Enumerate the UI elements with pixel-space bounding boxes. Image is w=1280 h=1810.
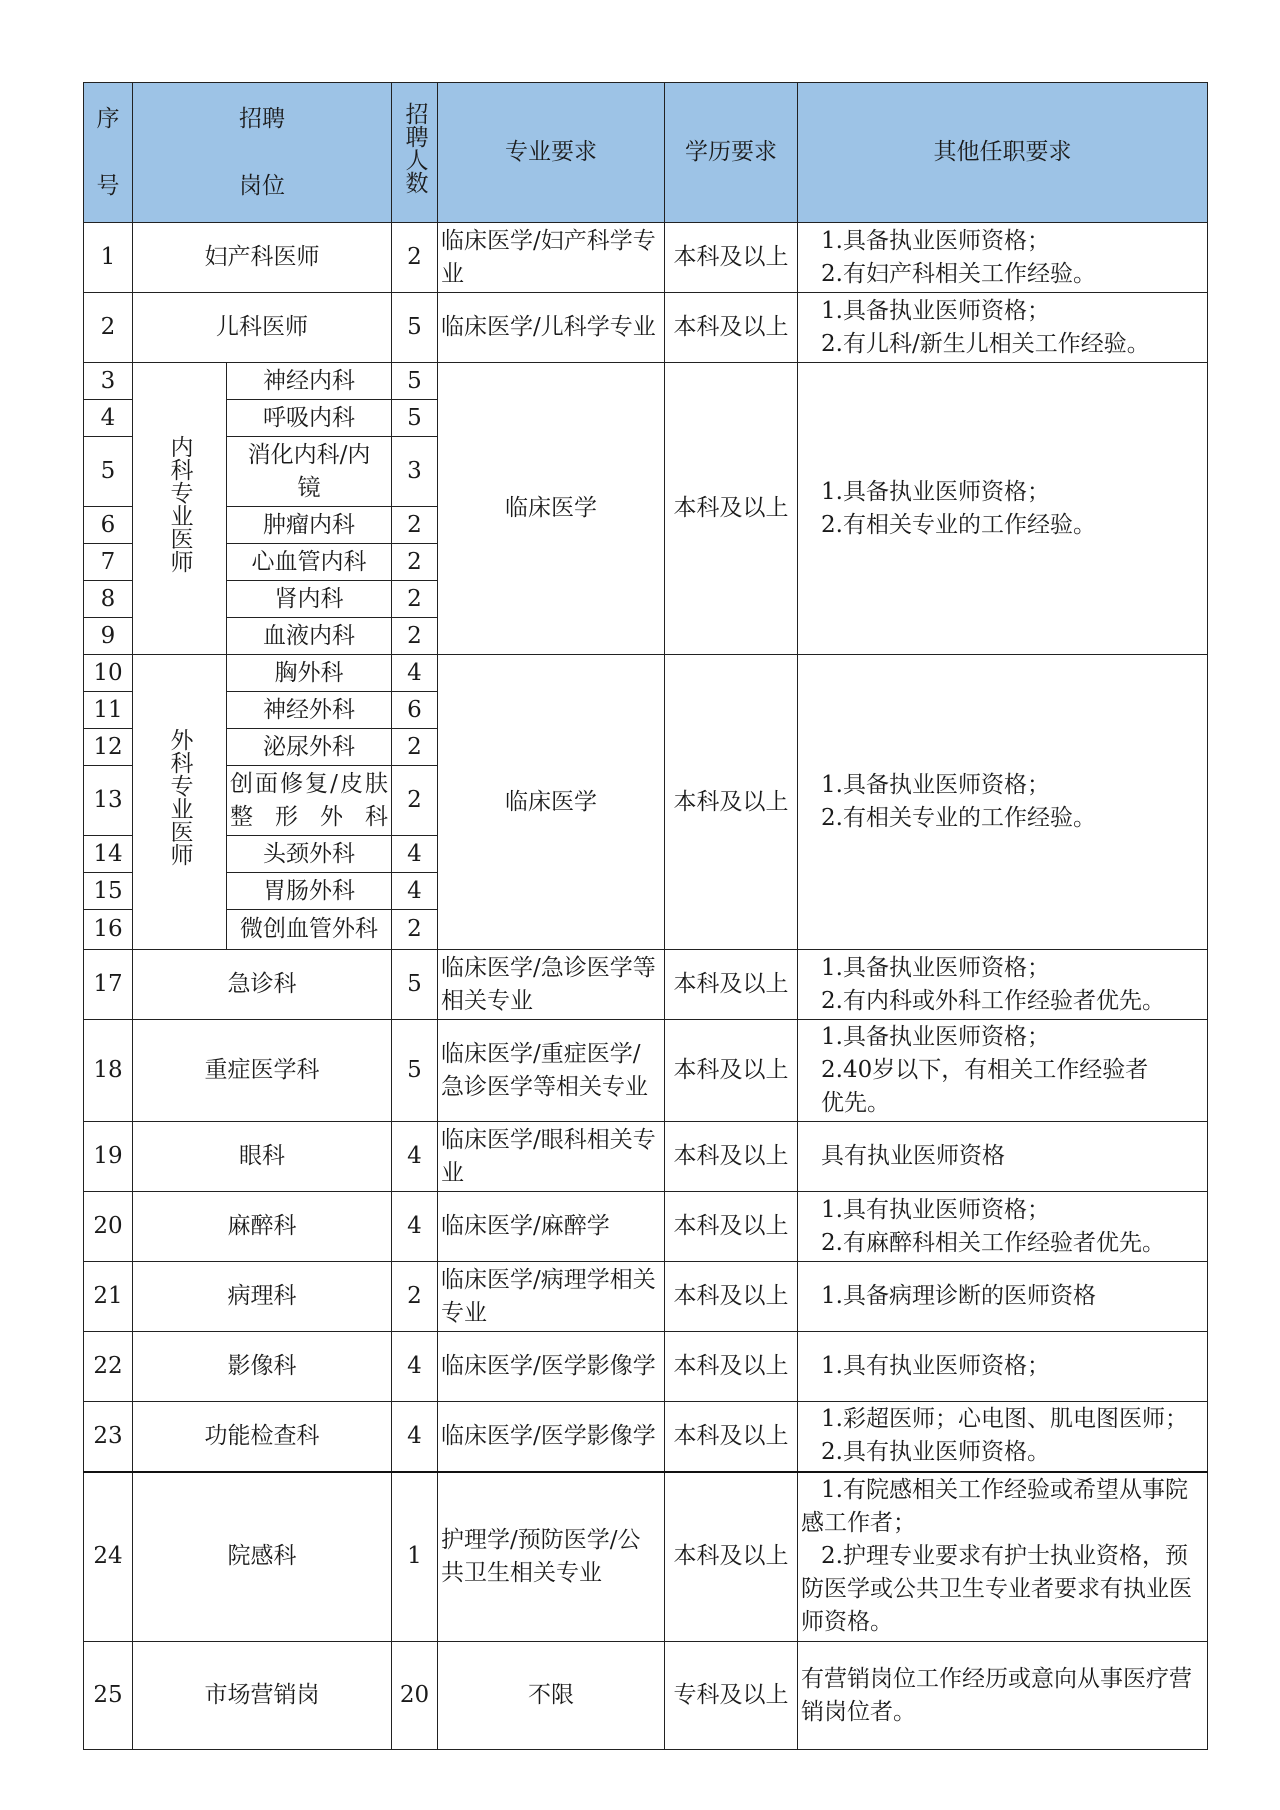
table-row: [84, 1122, 1208, 1192]
cell-seq: 16: [84, 910, 133, 950]
req-line: 2.有内科或外科工作经验者优先。: [821, 987, 1165, 1014]
req-line: 1.具有执业医师资格；: [821, 1196, 1050, 1223]
table-row: [84, 1642, 1208, 1750]
header-seq: [84, 83, 133, 223]
cell-position: 院感科: [133, 1472, 392, 1642]
cell-major: 临床医学/妇产科学专业: [438, 223, 665, 293]
group-internal: [133, 363, 227, 655]
cell-count: 1: [392, 1472, 438, 1642]
cell-major: 临床医学/儿科学专业: [438, 293, 665, 363]
cell-count: 4: [392, 1192, 438, 1262]
table-row: [84, 1402, 1208, 1472]
req-line: 2.有相关专业的工作经验。: [821, 511, 1096, 538]
header-position-top: 招聘: [239, 105, 285, 132]
recruitment-table: [83, 82, 1208, 1750]
cell-major: 临床医学/麻醉学: [438, 1192, 665, 1262]
cell-position: 神经内科: [227, 363, 392, 400]
cell-seq: 20: [84, 1192, 133, 1262]
cell-requirements: [798, 1472, 1208, 1642]
table-row: [84, 1332, 1208, 1402]
cell-major: 不限: [438, 1642, 665, 1750]
cell-seq: 7: [84, 544, 133, 581]
cell-position: 泌尿外科: [227, 729, 392, 766]
header-count-text: 招聘人数: [401, 101, 428, 194]
header-position-bottom: 岗位: [239, 172, 285, 199]
header-position: [133, 83, 392, 223]
cell-position: 急诊科: [133, 950, 392, 1020]
header-edu: 学历要求: [665, 83, 798, 223]
cell-count: 2: [392, 223, 438, 293]
req-line: 2.有妇产科相关工作经验。: [821, 260, 1096, 287]
cell-count: 4: [392, 1402, 438, 1472]
req-line: 1.彩超医师；心电图、肌电图医师；: [821, 1406, 1188, 1433]
cell-count: 5: [392, 1020, 438, 1122]
req-line: 1.具备执业医师资格；: [821, 297, 1050, 324]
cell-seq: 25: [84, 1642, 133, 1750]
cell-count: 6: [392, 692, 438, 729]
cell-major: 临床医学/医学影像学: [438, 1332, 665, 1402]
cell-major: 临床医学/医学影像学: [438, 1402, 665, 1472]
cell-position: 影像科: [133, 1332, 392, 1402]
cell-major: 临床医学: [438, 655, 665, 950]
cell-requirements: [798, 1262, 1208, 1332]
table-row: [84, 1192, 1208, 1262]
cell-major: 护理学/预防医学/公共卫生相关专业: [438, 1472, 665, 1642]
req-line: 具有执业医师资格: [821, 1143, 1005, 1169]
cell-requirements: [798, 363, 1208, 655]
cell-seq: 12: [84, 729, 133, 766]
req-line: 2.有儿科/新生儿相关工作经验。: [821, 330, 1150, 357]
cell-edu: 本科及以上: [665, 950, 798, 1020]
cell-major: 临床医学: [438, 363, 665, 655]
cell-requirements: [798, 1332, 1208, 1402]
cell-requirements: [798, 1402, 1208, 1472]
cell-position: 功能检查科: [133, 1402, 392, 1472]
cell-edu: 本科及以上: [665, 1332, 798, 1402]
req-line: 1.有院感相关工作经验或希望从事院感工作者；: [801, 1477, 1188, 1537]
cell-requirements: [798, 950, 1208, 1020]
cell-position: 市场营销岗: [133, 1642, 392, 1750]
req-line: 2.有相关专业的工作经验。: [821, 805, 1096, 831]
cell-requirements: [798, 293, 1208, 363]
cell-seq: 2: [84, 293, 133, 363]
cell-position: 儿科医师: [133, 293, 392, 363]
group-surgery: [133, 655, 227, 950]
cell-seq: 10: [84, 655, 133, 692]
cell-seq: 5: [84, 437, 133, 507]
cell-count: 2: [392, 618, 438, 655]
req-line: 优先。: [821, 1090, 890, 1116]
cell-count: 4: [392, 655, 438, 692]
group-surgery-label: 外科专业医师: [166, 728, 193, 866]
req-line: 有营销岗位工作经历或意向从事医疗营销岗位者。: [801, 1665, 1192, 1725]
cell-position: 妇产科医师: [133, 223, 392, 293]
cell-seq: 21: [84, 1262, 133, 1332]
cell-position: 微创血管外科: [227, 910, 392, 950]
req-line: 1.具备病理诊断的医师资格: [821, 1283, 1096, 1309]
cell-edu: 本科及以上: [665, 363, 798, 655]
cell-position: 胃肠外科: [227, 873, 392, 910]
cell-major: 临床医学/急诊医学等相关专业: [438, 950, 665, 1020]
cell-count: 20: [392, 1642, 438, 1750]
cell-count: 2: [392, 507, 438, 544]
cell-position: 重症医学科: [133, 1020, 392, 1122]
cell-position: 眼科: [133, 1122, 392, 1192]
cell-seq: 15: [84, 873, 133, 910]
header-row: [84, 83, 1208, 223]
cell-seq: 23: [84, 1402, 133, 1472]
cell-count: 3: [392, 437, 438, 507]
cell-seq: 1: [84, 223, 133, 293]
cell-requirements: [798, 655, 1208, 950]
cell-requirements: [798, 1192, 1208, 1262]
cell-edu: 本科及以上: [665, 1192, 798, 1262]
req-line: 1.具备执业医师资格；: [821, 772, 1050, 798]
cell-edu: 专科及以上: [665, 1642, 798, 1750]
cell-position: 胸外科: [227, 655, 392, 692]
cell-edu: 本科及以上: [665, 655, 798, 950]
header-seq-bottom: 号: [96, 172, 120, 199]
cell-edu: 本科及以上: [665, 1402, 798, 1472]
req-line: 1.具备执业医师资格；: [821, 478, 1050, 505]
cell-seq: 13: [84, 766, 133, 836]
cell-count: 4: [392, 1332, 438, 1402]
cell-count: 5: [392, 363, 438, 400]
cell-count: 5: [392, 293, 438, 363]
cell-count: 2: [392, 1262, 438, 1332]
table-row: [84, 363, 1208, 400]
cell-seq: 19: [84, 1122, 133, 1192]
group-internal-label: 内科专业医师: [166, 434, 193, 573]
table-row: [84, 950, 1208, 1020]
cell-major: 临床医学/重症医学/急诊医学等相关专业: [438, 1020, 665, 1122]
req-line: 1.具备执业医师资格；: [821, 227, 1050, 254]
cell-edu: 本科及以上: [665, 1122, 798, 1192]
cell-edu: 本科及以上: [665, 1472, 798, 1642]
cell-major: 临床医学/病理学相关专业: [438, 1262, 665, 1332]
cell-position: 血液内科: [227, 618, 392, 655]
cell-seq: 4: [84, 400, 133, 437]
cell-seq: 11: [84, 692, 133, 729]
cell-position: 麻醉科: [133, 1192, 392, 1262]
header-other: 其他任职要求: [798, 83, 1208, 223]
cell-count: 2: [392, 544, 438, 581]
cell-seq: 6: [84, 507, 133, 544]
cell-position: 肾内科: [227, 581, 392, 618]
header-seq-top: 序: [96, 105, 120, 132]
req-line: 2.具有执业医师资格。: [821, 1439, 1050, 1466]
cell-position: 创面修复/皮肤整形外科: [227, 766, 392, 836]
cell-seq: 8: [84, 581, 133, 618]
cell-requirements: [798, 223, 1208, 293]
cell-count: 5: [392, 400, 438, 437]
table-row: [84, 1472, 1208, 1642]
req-line: 1.具备执业医师资格；: [821, 954, 1050, 981]
table-row: [84, 223, 1208, 293]
cell-requirements: [798, 1122, 1208, 1192]
req-line: 2.护理专业要求有护士执业资格，预防医学或公共卫生专业者要求有执业医师资格。: [801, 1543, 1192, 1636]
cell-edu: 本科及以上: [665, 223, 798, 293]
cell-seq: 22: [84, 1332, 133, 1402]
cell-seq: 9: [84, 618, 133, 655]
cell-seq: 3: [84, 363, 133, 400]
cell-position: 肿瘤内科: [227, 507, 392, 544]
table-row: [84, 655, 1208, 692]
cell-count: 4: [392, 836, 438, 873]
cell-major: 临床医学/眼科相关专业: [438, 1122, 665, 1192]
cell-seq: 17: [84, 950, 133, 1020]
cell-position: 神经外科: [227, 692, 392, 729]
cell-requirements: [798, 1642, 1208, 1750]
table-row: [84, 293, 1208, 363]
cell-position: 头颈外科: [227, 836, 392, 873]
req-line: 2.有麻醉科相关工作经验者优先。: [821, 1229, 1165, 1256]
cell-position: 消化内科/内镜: [227, 437, 392, 507]
cell-position: 心血管内科: [227, 544, 392, 581]
cell-edu: 本科及以上: [665, 1020, 798, 1122]
cell-position: 病理科: [133, 1262, 392, 1332]
table-row: [84, 1020, 1208, 1122]
cell-count: 2: [392, 910, 438, 950]
req-line: 1.具备执业医师资格；: [821, 1024, 1050, 1050]
header-count: [392, 83, 438, 223]
cell-edu: 本科及以上: [665, 1262, 798, 1332]
header-major: 专业要求: [438, 83, 665, 223]
cell-requirements: [798, 1020, 1208, 1122]
req-line: 1.具有执业医师资格；: [821, 1353, 1050, 1379]
cell-seq: 14: [84, 836, 133, 873]
cell-count: 2: [392, 729, 438, 766]
cell-count: 2: [392, 766, 438, 836]
cell-count: 4: [392, 1122, 438, 1192]
cell-edu: 本科及以上: [665, 293, 798, 363]
cell-count: 4: [392, 873, 438, 910]
req-line: 2.40岁以下，有相关工作经验者: [821, 1057, 1149, 1083]
cell-seq: 18: [84, 1020, 133, 1122]
cell-seq: 24: [84, 1472, 133, 1642]
cell-count: 5: [392, 950, 438, 1020]
cell-count: 2: [392, 581, 438, 618]
cell-position: 呼吸内科: [227, 400, 392, 437]
table-row: [84, 1262, 1208, 1332]
